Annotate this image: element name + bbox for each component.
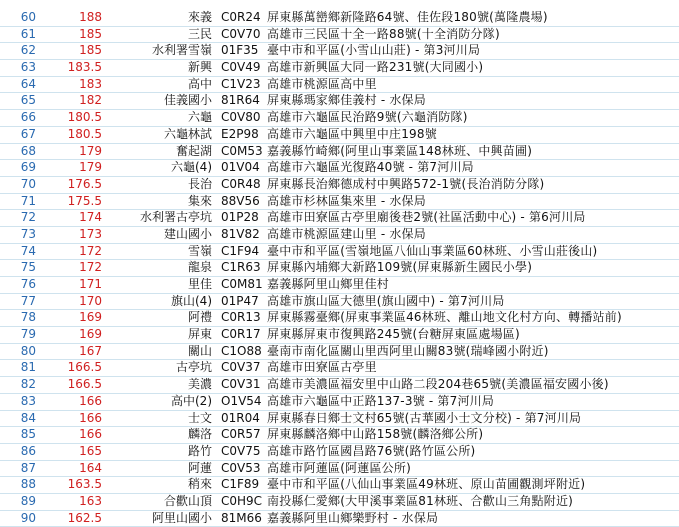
rainfall-table [0,10,679,527]
rank-cell: 87 [20,460,36,475]
rank-cell: 72 [20,210,36,225]
address-cell: 屏東縣瑪家鄉佳義村 - 水保局 [267,93,426,108]
rainfall-value-cell: 164 [79,460,102,475]
station-code-cell: 81R64 [221,93,260,108]
station-code-cell: 01P28 [221,210,259,225]
station-name-cell: 合歡山頂 [163,493,212,508]
table-row [0,110,679,127]
rank-cell: 62 [20,43,36,58]
station-code-cell: C0R48 [221,176,261,191]
rainfall-value-cell: 167 [79,343,102,358]
table-row [0,411,679,428]
table-row [0,444,679,461]
table-row [0,10,679,27]
station-code-cell: C0M81 [221,277,263,291]
rank-cell: 89 [20,493,36,508]
station-code-cell: C0V75 [221,443,261,458]
station-code-cell: E2P98 [221,126,259,141]
station-code-cell: C1R63 [221,260,261,275]
table-row [0,260,679,277]
table-row [0,494,679,511]
address-cell: 高雄市六龜區光復路40號 - 第7河川局 [267,160,474,175]
station-name-cell: 旗山(4) [171,293,212,308]
rank-cell: 69 [20,160,36,175]
station-name-cell: 建山國小 [163,226,212,241]
address-cell: 屏東縣霧臺鄉(屏東事業區46林班、離山地文化村方向、轉播站前) [267,310,622,325]
rainfall-value-cell: 175.5 [67,193,102,208]
rainfall-value-cell: 162.5 [67,510,102,525]
rank-cell: 84 [20,410,36,425]
rank-cell: 73 [20,226,36,241]
address-cell: 高雄市田寮區古亭里廟後巷2號(社區活動中心) - 第6河川局 [267,210,586,225]
address-cell: 屏東縣萬巒鄉新隆路64號、佳佐段180號(萬隆農場) [267,10,548,24]
table-row [0,93,679,110]
station-name-cell: 關山 [187,343,212,358]
address-cell: 屏東縣麟洛鄉中山路158號(麟洛鄉公所) [267,427,484,442]
rainfall-value-cell: 179 [79,143,102,158]
station-code-cell: C0V70 [221,26,261,41]
rainfall-value-cell: 180.5 [67,110,102,125]
rank-cell: 68 [20,143,36,158]
rainfall-value-cell: 172 [79,260,102,275]
rank-cell: 71 [20,193,36,208]
table-row [0,244,679,261]
address-cell: 嘉義縣阿里山鄉里佳村 [267,277,390,291]
table-row [0,310,679,327]
station-name-cell: 阿蓮 [187,460,212,475]
rainfall-value-cell: 179 [79,160,102,175]
station-name-cell: 里佳 [187,277,212,291]
rank-cell: 83 [20,393,36,408]
table-row [0,127,679,144]
rank-cell: 82 [20,377,36,392]
rank-cell: 75 [20,260,36,275]
rainfall-value-cell: 169 [79,310,102,325]
station-name-cell: 麟洛 [187,427,212,442]
station-code-cell: C0R57 [221,427,261,442]
rainfall-value-cell: 169 [79,327,102,342]
station-code-cell: C0V53 [221,460,261,475]
station-name-cell: 新興 [187,60,212,75]
rank-cell: 66 [20,110,36,125]
rainfall-value-cell: 172 [79,243,102,258]
rainfall-value-cell: 185 [79,43,102,58]
rank-cell: 85 [20,427,36,442]
station-name-cell: 稍來 [187,477,212,492]
station-code-cell: C0M53 [221,143,263,158]
rainfall-value-cell: 185 [79,26,102,41]
station-code-cell: 81V82 [221,226,260,241]
station-code-cell: C0R13 [221,310,261,325]
rank-cell: 90 [20,510,36,525]
station-name-cell: 六龜(4) [171,160,212,175]
rainfall-value-cell: 174 [79,210,102,225]
rank-cell: 80 [20,343,36,358]
rainfall-value-cell: 180.5 [67,126,102,141]
station-name-cell: 古亭坑 [175,360,212,375]
station-name-cell: 雪嶺 [187,243,212,258]
table-row [0,160,679,177]
rainfall-value-cell: 171 [79,277,102,291]
station-name-cell: 龍泉 [187,260,212,275]
table-row [0,177,679,194]
table-row [0,377,679,394]
station-name-cell: 阿里山國小 [151,510,212,525]
address-cell: 高雄市田寮區古亭里 [267,360,377,375]
rank-cell: 88 [20,477,36,492]
rainfall-value-cell: 173 [79,226,102,241]
rainfall-value-cell: 182 [79,93,102,108]
rainfall-value-cell: 166.5 [67,377,102,392]
station-code-cell: C0V37 [221,360,261,375]
address-cell: 高雄市美濃區福安里中山路二段204巷65號(美濃區福安國小後) [267,377,609,392]
table-row [0,327,679,344]
table-row [0,60,679,77]
station-name-cell: 士文 [187,410,212,425]
table-row [0,227,679,244]
station-code-cell: C0H9C [221,493,263,508]
address-cell: 高雄市三民區十全一路88號(十全消防分隊) [267,26,500,41]
station-code-cell: 01R04 [221,410,260,425]
station-name-cell: 美濃 [187,377,212,392]
table-row [0,511,679,527]
table-row [0,194,679,211]
rainfall-value-cell: 188 [79,10,102,24]
address-cell: 臺中市和平區(雪嶺地區八仙山事業區60林班、小雪山莊後山) [267,243,598,258]
address-cell: 屏東縣屏東市復興路245號(台糖屏東區處場區) [267,327,520,342]
station-name-cell: 路竹 [187,443,212,458]
table-row [0,360,679,377]
station-code-cell: C0R24 [221,10,261,24]
address-cell: 臺中市和平區(小雪山山莊) - 第3河川局 [267,43,481,58]
address-cell: 高雄市六龜區民治路9號(六龜消防隊) [267,110,468,125]
table-row [0,294,679,311]
rank-cell: 60 [20,10,36,24]
rank-cell: 65 [20,93,36,108]
rank-cell: 61 [20,26,36,41]
address-cell: 高雄市杉林區集來里 - 水保局 [267,193,426,208]
rank-cell: 76 [20,277,36,291]
rank-cell: 70 [20,176,36,191]
station-code-cell: C0R17 [221,327,261,342]
address-cell: 嘉義縣竹崎鄉(阿里山事業區148林班、中興苗圃) [267,143,533,158]
station-name-cell: 六龜 [187,110,212,125]
address-cell: 臺南市南化區關山里西阿里山關83號(瑞峰國小附近) [267,343,549,358]
station-name-cell: 高中 [187,76,212,91]
rank-cell: 64 [20,76,36,91]
rainfall-value-cell: 183 [79,76,102,91]
rank-cell: 74 [20,243,36,258]
rainfall-value-cell: 163.5 [67,477,102,492]
rainfall-value-cell: 163 [79,493,102,508]
rank-cell: 81 [20,360,36,375]
address-cell: 高雄市阿蓮區(阿蓮區公所) [267,460,411,475]
table-row [0,461,679,478]
rainfall-value-cell: 170 [79,293,102,308]
rank-cell: 86 [20,443,36,458]
station-code-cell: 01F35 [221,43,259,58]
address-cell: 高雄市桃源區建山里 - 水保局 [267,226,426,241]
rainfall-value-cell: 165 [79,443,102,458]
station-name-cell: 佳義國小 [163,93,212,108]
table-row [0,427,679,444]
rank-cell: 77 [20,293,36,308]
address-cell: 屏東縣內埔鄉大新路109號(屏東縣新生國民小學) [267,260,533,275]
station-name-cell: 長治 [187,176,212,191]
station-code-cell: 81M66 [221,510,262,525]
station-name-cell: 屏東 [187,327,212,342]
station-code-cell: 01V04 [221,160,260,175]
station-code-cell: C0V49 [221,60,261,75]
table-row [0,27,679,44]
table-row [0,210,679,227]
station-name-cell: 水利署雪嶺 [151,43,212,58]
address-cell: 屏東縣長治鄉德成村中興路572-1號(長治消防分隊) [267,176,545,191]
station-code-cell: O1V54 [221,393,262,408]
station-name-cell: 奮起湖 [175,143,212,158]
rank-cell: 67 [20,126,36,141]
station-name-cell: 三民 [187,26,212,41]
address-cell: 屏東縣春日鄉士文村65號(古華國小士文分校) - 第7河川局 [267,410,582,425]
table-row [0,394,679,411]
rainfall-value-cell: 166 [79,427,102,442]
address-cell: 高雄市桃源區高中里 [267,76,377,91]
table-row [0,43,679,60]
station-name-cell: 集來 [187,193,212,208]
table-row [0,477,679,494]
station-code-cell: C0V80 [221,110,261,125]
station-code-cell: C1O88 [221,343,262,358]
address-cell: 高雄市旗山區大德里(旗山國中) - 第7河川局 [267,293,505,308]
address-cell: 南投縣仁愛鄉(大甲溪事業區81林班、合歡山三角點附近) [267,493,574,508]
station-code-cell: 88V56 [221,193,260,208]
station-name-cell: 水利署古亭坑 [139,210,212,225]
station-code-cell: C1F89 [221,477,260,492]
address-cell: 高雄市路竹區國昌路76號(路竹區公所) [267,443,476,458]
table-row [0,144,679,161]
rainfall-value-cell: 176.5 [67,176,102,191]
address-cell: 高雄市六龜區中正路137-3號 - 第7河川局 [267,393,495,408]
rainfall-value-cell: 166.5 [67,360,102,375]
address-cell: 高雄市六龜區中興里中庄198號 [267,126,437,141]
address-cell: 嘉義縣阿里山鄉樂野村 - 水保局 [267,510,439,525]
station-code-cell: C1F94 [221,243,260,258]
station-name-cell: 高中(2) [171,393,212,408]
rainfall-value-cell: 166 [79,410,102,425]
rank-cell: 63 [20,60,36,75]
table-row [0,77,679,94]
rainfall-value-cell: 183.5 [67,60,102,75]
table-row [0,344,679,361]
address-cell: 臺中市和平區(八仙山事業區49林班、原山苗圃觀測坪附近) [267,477,586,492]
table-row [0,277,679,294]
rank-cell: 78 [20,310,36,325]
station-code-cell: C0V31 [221,377,261,392]
rank-cell: 79 [20,327,36,342]
station-name-cell: 阿禮 [187,310,212,325]
station-code-cell: 01P47 [221,293,259,308]
station-name-cell: 來義 [187,10,212,24]
station-name-cell: 六龜林試 [163,126,212,141]
address-cell: 高雄市新興區大同一路231號(大同國小) [267,60,484,75]
rainfall-value-cell: 166 [79,393,102,408]
station-code-cell: C1V23 [221,76,261,91]
